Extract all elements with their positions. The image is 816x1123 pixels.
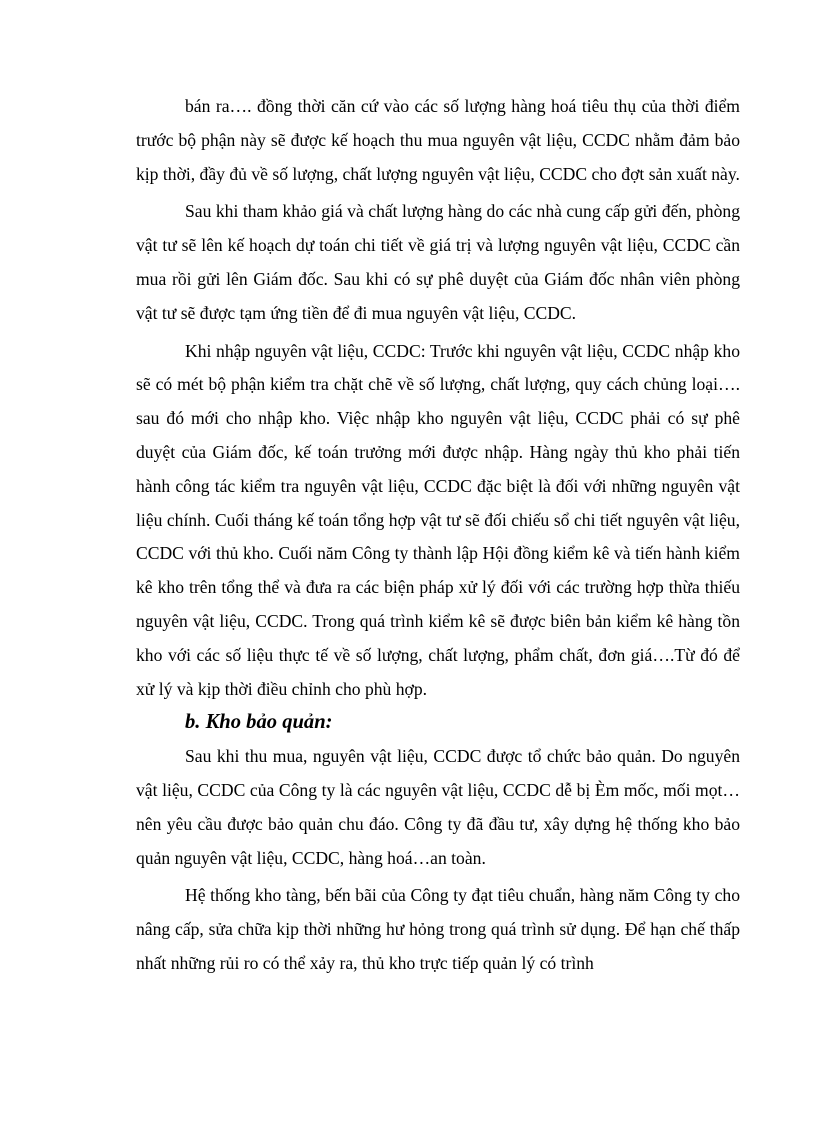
paragraph-purchasing-plan: bán ra…. đồng thời căn cứ vào các số lượng hàng hoá tiêu thụ của thời điểm trước bộ phận này sẽ được kế hoạch thu mua nguyên vật liệu, CCDC nhằm đảm bảo kịp thời, đầy đủ về số lượng, chất lượng nguyên vật liệu, CCDC cho đợt sản xuất này.	[136, 96, 740, 184]
paragraph-estimate-approval: Sau khi tham khảo giá và chất lượng hàng do các nhà cung cấp gửi đến, phòng vật tư sẽ lên kế hoạch dự toán chi tiết về giá trị và lượng nguyên vật liệu, CCDC cần mua rồi gửi lên Giám đốc. Sau khi có sự phê duyệt của Giám đốc nhân viên phòng vật tư sẽ được tạm ứng tiền để đi mua nguyên vật liệu, CCDC.	[136, 201, 740, 323]
paragraph-receiving-inspection: Khi nhập nguyên vật liệu, CCDC: Trước khi nguyên vật liệu, CCDC nhập kho sẽ có mét bộ phận kiểm tra chặt chẽ về số lượng, chất lượng, quy cách chủng loại…. sau đó mới cho nhập kho. Việc nhập kho nguyên vật liệu, CCDC phải có sự phê duyệt của Giám đốc, kế toán trưởng mới được nhập. Hàng ngày thủ kho phải tiến hành công tác kiểm tra nguyên vật liệu, CCDC đặc biệt là đối với những nguyên vật liệu chính. Cuối tháng kế toán tổng hợp vật tư sẽ đối chiếu sổ chi tiết nguyên vật liệu, CCDC với thủ kho. Cuối năm Công ty thành lập Hội đồng kiểm kê và tiến hành kiểm kê kho trên tổng thể và đưa ra các biện pháp xử lý đối với các trường hợp thừa thiếu nguyên vật liệu, CCDC. Trong quá trình kiểm kê sẽ được biên bản kiểm kê hàng tồn kho với các số liệu thực tế về số lượng, chất lượng, phẩm chất, đơn giá….Từ đó để xử lý và kịp thời điều chỉnh cho phù hợp.	[136, 340, 740, 699]
section-heading-storage: b. Kho bảo quản:	[185, 711, 333, 734]
paragraph-storage-preservation: Sau khi thu mua, nguyên vật liệu, CCDC được tổ chức bảo quản. Do nguyên vật liệu, CCDC của Công ty là các nguyên vật liệu, CCDC dễ bị Èm mốc, mối mọt…nên yêu cầu được bảo quản chu đáo. Công ty đã đầu tư, xây dựng hệ thống kho bảo quản nguyên vật liệu, CCDC, hàng hoá…an toàn.	[136, 746, 740, 868]
paragraph-warehouse-system: Hệ thống kho tàng, bến bãi của Công ty đạt tiêu chuẩn, hàng năm Công ty cho nâng cấp, sửa chữa kịp thời những hư hỏng trong quá trình sử dụng. Để hạn chế thấp nhất những rủi ro có thể xảy ra, thủ kho trực tiếp quản lý có trình	[136, 885, 740, 973]
document-body	[136, 90, 740, 981]
